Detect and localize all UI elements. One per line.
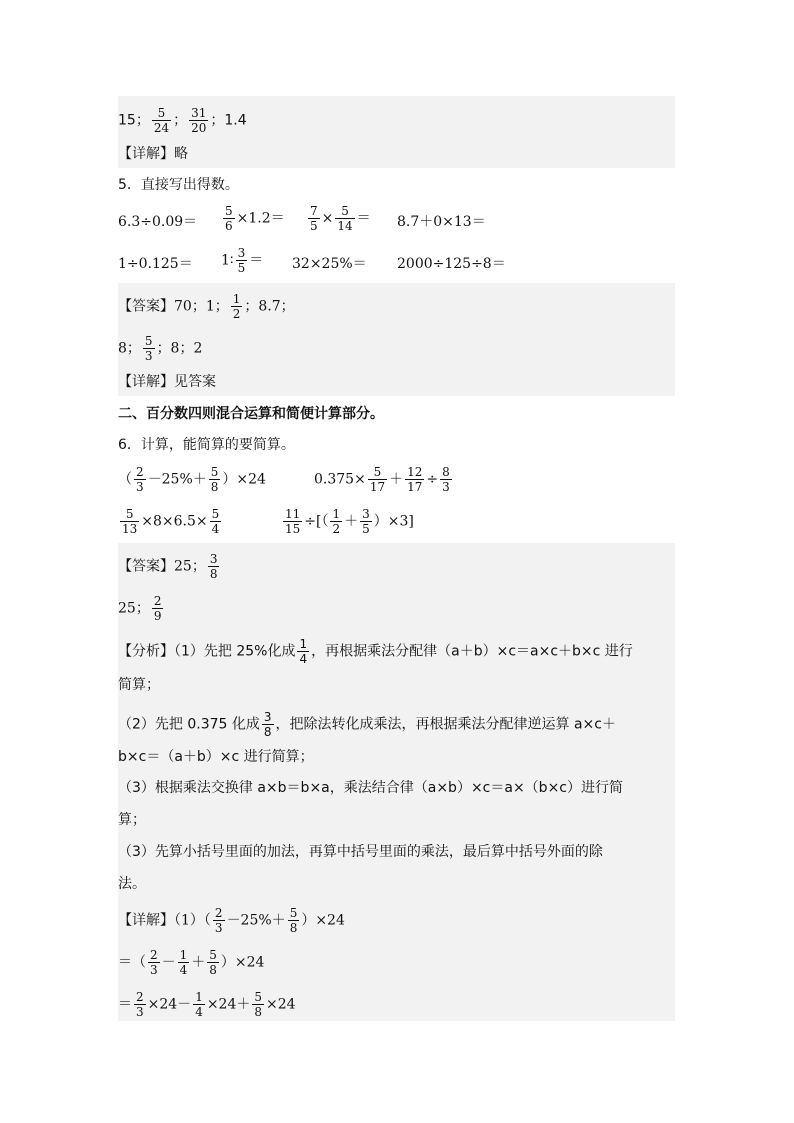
- fraction: [152, 106, 171, 135]
- text: ×24: [266, 996, 296, 1013]
- fraction: [262, 710, 274, 739]
- text: （1）（: [174, 912, 211, 929]
- denominator: 5: [237, 261, 246, 275]
- detail-line: [118, 144, 188, 164]
- fraction: [223, 204, 235, 233]
- fraction: [178, 948, 190, 977]
- numerator: 11: [285, 507, 301, 521]
- text: ；1.4: [210, 112, 247, 129]
- denominator: 4: [195, 1005, 203, 1019]
- text: ×1.2＝: [236, 210, 285, 227]
- numerator: 5: [144, 334, 153, 348]
- detail-tag: 【详解】: [118, 146, 174, 162]
- question-5-title: 5．直接写出得数。: [118, 177, 239, 193]
- numerator: 5: [341, 204, 349, 218]
- denominator: 13: [122, 522, 138, 536]
- denominator: 8: [289, 921, 298, 935]
- numerator: 5: [225, 204, 233, 218]
- detail-step-0: [118, 906, 345, 935]
- numerator: 12: [407, 465, 423, 479]
- denominator: 20: [191, 121, 207, 135]
- detail-step-1: [118, 948, 264, 977]
- text: （1）先把 25%化成: [174, 643, 296, 660]
- detail-tag: 【详解】: [118, 374, 174, 390]
- numerator: 1: [232, 292, 241, 306]
- q6-answer-line-2: [118, 594, 165, 623]
- text: －25%＋: [226, 912, 286, 929]
- fraction: [134, 465, 146, 494]
- denominator: 4: [299, 652, 308, 666]
- fraction: [209, 465, 221, 494]
- numerator: 2: [136, 990, 144, 1004]
- numerator: 5: [210, 465, 219, 479]
- text: 1∶: [221, 252, 234, 269]
- q5-expr-4: 8.7＋0×13＝: [397, 214, 486, 230]
- numerator: 3: [362, 507, 370, 521]
- denominator: 3: [144, 349, 153, 363]
- fraction: [120, 507, 139, 536]
- denominator: 24: [153, 121, 170, 135]
- q6-answer-line-1: [118, 552, 221, 581]
- denominator: 8: [210, 480, 219, 494]
- text: ，把除法转化成乘法，再根据乘法分配律逆运算 a×c＋: [275, 716, 616, 733]
- section-2-title: 二、百分数四则混合运算和简便计算部分。: [118, 406, 384, 422]
- text: 15；: [118, 112, 150, 129]
- denominator: 15: [285, 522, 301, 536]
- numerator: 5: [373, 465, 382, 479]
- fraction: [368, 465, 387, 494]
- numerator: 5: [211, 507, 220, 521]
- analysis-tag: 【分析】: [118, 643, 174, 660]
- denominator: 5: [362, 522, 370, 536]
- text: ＋: [344, 513, 359, 530]
- analysis-line-5: （3）根据乘法交换律 a×b＝b×a，乘法结合律（a×b）×c＝a×（b×c）进行简: [118, 780, 623, 796]
- analysis-line-4: b×c＝（a＋b）×c 进行简算；: [118, 749, 314, 765]
- numerator: 8: [442, 465, 450, 479]
- fraction: [143, 334, 155, 363]
- fraction: [210, 507, 222, 536]
- denominator: 17: [369, 480, 386, 494]
- fraction: [236, 246, 248, 275]
- numerator: 2: [214, 906, 223, 920]
- text: ＝: [249, 252, 264, 269]
- text: ×8×6.5×: [141, 513, 208, 530]
- fraction: [308, 204, 320, 233]
- numerator: 1: [299, 637, 308, 651]
- q5-detail-line: [118, 372, 216, 392]
- text: －25%＋: [147, 471, 207, 488]
- text: ÷[（: [304, 513, 329, 530]
- numerator: 2: [150, 948, 158, 962]
- numerator: 5: [125, 507, 134, 521]
- text: ＝: [356, 210, 371, 227]
- numerator: 1: [179, 948, 188, 962]
- analysis-line-7: （3）先算小括号里面的加法，再算中括号里面的乘法，最后算中括号外面的除: [118, 844, 603, 860]
- q6-expr-2: [314, 465, 454, 494]
- answer-line: [118, 106, 247, 135]
- fraction: [148, 948, 160, 977]
- q6-expr-1: [118, 465, 266, 494]
- denominator: 8: [254, 1005, 263, 1019]
- fraction: [297, 637, 309, 666]
- text: 25；: [174, 558, 206, 575]
- text: 0.375×: [314, 471, 366, 488]
- text: （: [118, 471, 132, 488]
- denominator: 8: [209, 963, 217, 977]
- numerator: 3: [263, 710, 272, 724]
- detail-tag: 【详解】: [118, 912, 174, 929]
- text: ×24－: [147, 996, 192, 1013]
- q5-expr-3: [306, 204, 371, 233]
- q5-answer-line-2: [118, 334, 202, 363]
- analysis-line-2: 简算；: [118, 677, 160, 693]
- fraction: [152, 594, 164, 623]
- denominator: 3: [214, 921, 223, 935]
- denominator: 3: [442, 480, 450, 494]
- text: 70；1；: [174, 298, 229, 315]
- analysis-line-8: 法。: [118, 876, 146, 892]
- detail-text: 略: [174, 146, 188, 162]
- text: －: [161, 954, 176, 971]
- numerator: 3: [209, 552, 218, 566]
- analysis-line-1: [118, 637, 633, 666]
- denominator: 17: [407, 480, 423, 494]
- denominator: 2: [332, 522, 341, 536]
- text: ＝（: [118, 954, 146, 971]
- denominator: 4: [211, 522, 220, 536]
- text: ）×24: [301, 912, 345, 929]
- numerator: 1: [332, 507, 341, 521]
- fraction: [440, 465, 452, 494]
- numerator: 31: [191, 106, 207, 120]
- detail-text: 见答案: [174, 374, 216, 390]
- fraction: [330, 507, 342, 536]
- numerator: 5: [254, 990, 263, 1004]
- text: ＝: [118, 996, 132, 1013]
- denominator: 9: [153, 609, 162, 623]
- q5-expr-8: 2000÷125÷8＝: [397, 256, 506, 272]
- text: ×: [321, 210, 334, 227]
- numerator: 5: [209, 948, 217, 962]
- q6-expr-4: [281, 507, 414, 536]
- numerator: 1: [195, 990, 203, 1004]
- text: ＋: [191, 954, 206, 971]
- denominator: 14: [337, 219, 353, 233]
- denominator: 2: [232, 307, 241, 321]
- analysis-line-6: 算；: [118, 812, 146, 828]
- text: ）×24: [222, 471, 266, 488]
- denominator: 3: [136, 1005, 144, 1019]
- fraction: [208, 552, 220, 581]
- fraction: [189, 106, 208, 135]
- answer-tag: 【答案】: [118, 558, 174, 575]
- denominator: 4: [179, 963, 188, 977]
- numerator: 5: [289, 906, 298, 920]
- question-6-title: 6．计算，能简算的要简算。: [118, 437, 295, 453]
- answer-tag: 【答案】: [118, 298, 174, 315]
- q6-expr-3: [118, 507, 223, 536]
- q5-expr-7: 32×25%＝: [292, 256, 367, 272]
- fraction: [405, 465, 424, 494]
- fraction: [134, 990, 146, 1019]
- q5-expr-2: [221, 204, 285, 233]
- fraction: [335, 204, 354, 233]
- fraction: [252, 990, 264, 1019]
- text: ）×3]: [373, 513, 414, 530]
- numerator: 3: [237, 246, 246, 260]
- q5-expr-1: 6.3÷0.09＝: [118, 214, 198, 230]
- q5-expr-6: [221, 246, 263, 275]
- denominator: 5: [310, 219, 318, 233]
- numerator: 7: [310, 204, 318, 218]
- text: ×24＋: [206, 996, 251, 1013]
- text: 25；: [118, 600, 150, 617]
- text: （2）先把 0.375 化成: [118, 716, 260, 733]
- text: ，再根据乘法分配律（a＋b）×c＝a×c＋b×c 进行: [311, 643, 633, 660]
- fraction: [283, 507, 302, 536]
- text: ）×24: [220, 954, 265, 971]
- text: 8；: [118, 340, 141, 357]
- text: ；8.7；: [244, 298, 295, 315]
- denominator: 8: [263, 725, 272, 739]
- text: ；8；2: [156, 340, 203, 357]
- numerator: 2: [136, 465, 144, 479]
- numerator: 5: [157, 106, 166, 120]
- fraction: [288, 906, 300, 935]
- text: ；: [173, 112, 188, 129]
- detail-step-2: [118, 990, 296, 1019]
- denominator: 6: [225, 219, 233, 233]
- fraction: [231, 292, 243, 321]
- text: ÷: [426, 471, 439, 488]
- fraction: [193, 990, 205, 1019]
- text: ＋: [389, 471, 404, 488]
- denominator: 3: [136, 480, 144, 494]
- numerator: 2: [153, 594, 162, 608]
- fraction: [207, 948, 219, 977]
- q5-expr-5: 1÷0.125＝: [118, 256, 193, 272]
- fraction: [213, 906, 225, 935]
- denominator: 3: [150, 963, 158, 977]
- fraction: [360, 507, 372, 536]
- q5-answer-line-1: [118, 292, 295, 321]
- analysis-line-3: [118, 710, 616, 739]
- denominator: 8: [209, 567, 218, 581]
